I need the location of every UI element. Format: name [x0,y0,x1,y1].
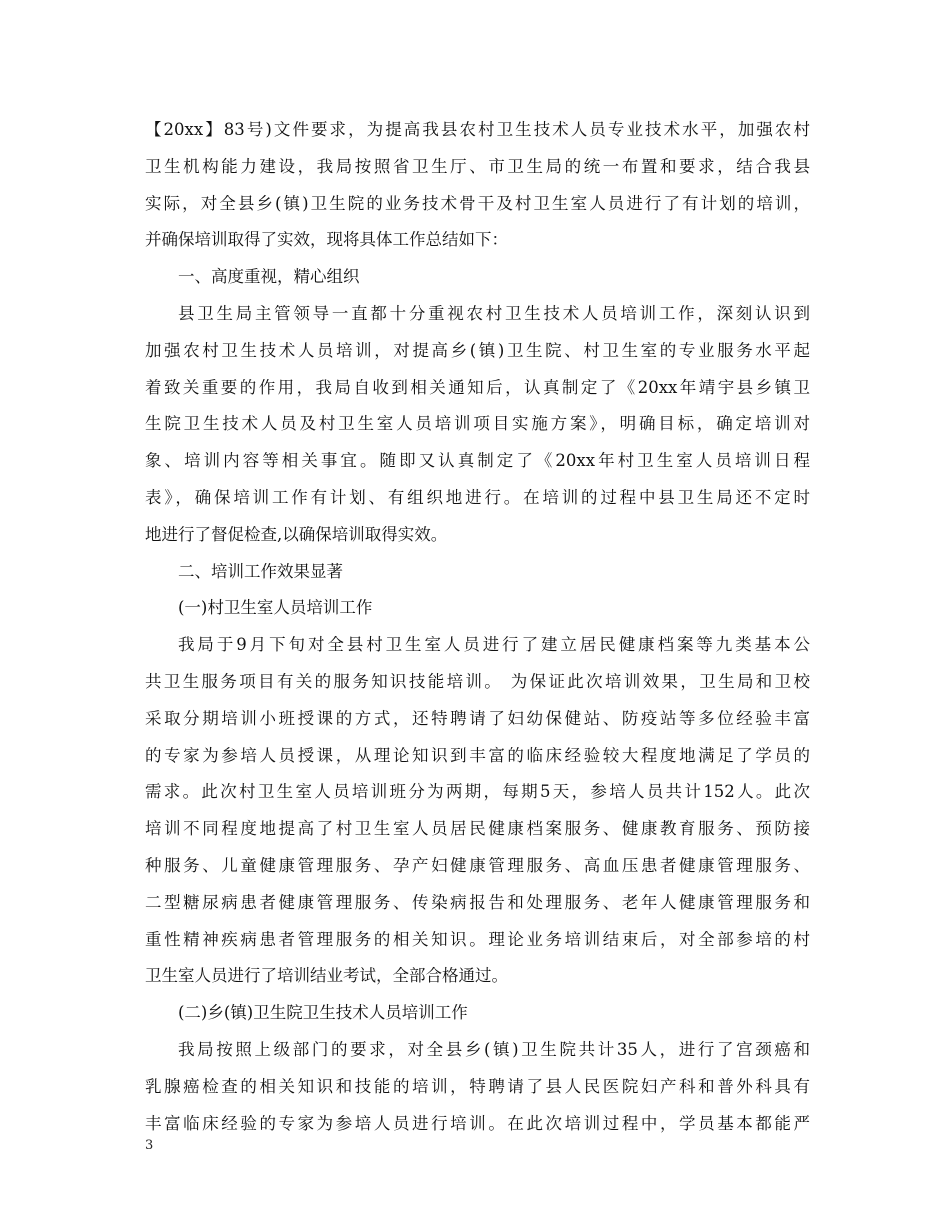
section-heading: 一、高度重视，精心组织 [178,267,360,287]
text-line: 重性精神疾病患者管理服务的相关知识。理论业务培训结束后，对全部参培的村 [145,929,810,949]
text-line: 种服务、儿童健康管理服务、孕产妇健康管理服务、高血压患者健康管理服务、 [145,855,810,875]
text-line: 并确保培训取得了实效，现将具体工作总结如下： [145,230,508,250]
text-line: 县卫生局主管领导一直都十分重视农村卫生技术人员培训工作，深刻认识到 [178,303,810,323]
section-heading: 二、培训工作效果显著 [178,561,343,581]
text-line: 实际，对全县乡(镇)卫生院的业务技术骨干及村卫生室人员进行了有计划的培训， [145,193,810,213]
text-line: 丰富临床经验的专家为参培人员进行培训。在此次培训过程中，学员基本都能严 [145,1113,810,1133]
text-line: 生院卫生技术人员及村卫生室人员培训项目实施方案》，明确目标，确定培训对 [145,414,810,434]
text-line: 象、培训内容等相关事宜。随即又认真制定了《20xx年村卫生室人员培训日程 [145,451,810,471]
text-line: 地进行了督促检查,以确保培训取得实效。 [145,524,448,544]
subsection-heading: (二)乡(镇)卫生院卫生技术人员培训工作 [178,1003,468,1023]
document-body [145,112,810,1142]
text-line: 【20xx】83号)文件要求，为提高我县农村卫生技术人员专业技术水平，加强农村 [145,120,810,139]
text-line: 需求。此次村卫生室人员培训班分为两期，每期5天，参培人员共计152人。此次 [145,782,810,802]
text-line: 我局于9月下旬对全县村卫生室人员进行了建立居民健康档案等九类基本公 [178,635,810,655]
text-line: 乳腺癌检查的相关知识和技能的培训，特聘请了县人民医院妇产科和普外科具有 [145,1076,810,1096]
text-line: 二型糖尿病患者健康管理服务、传染病报告和处理服务、老年人健康管理服务和 [145,892,810,912]
text-line: 着致关重要的作用，我局自收到相关通知后，认真制定了《20xx年靖宇县乡镇卫 [145,377,810,397]
text-line: 共卫生服务项目有关的服务知识技能培训。 为保证此次培训效果，卫生局和卫校 [145,671,810,691]
text-line: 卫生室人员进行了培训结业考试，全部合格通过。 [145,966,508,986]
text-line: 我局按照上级部门的要求，对全县乡(镇)卫生院共计35人，进行了宫颈癌和 [178,1039,810,1059]
text-line: 加强农村卫生技术人员培训，对提高乡(镇)卫生院、村卫生室的专业服务水平起 [145,340,810,360]
text-line: 培训不同程度地提高了村卫生室人员居民健康档案服务、健康教育服务、预防接 [145,819,810,839]
subsection-heading: (一)村卫生室人员培训工作 [178,598,373,618]
text-line: 表》，确保培训工作有计划、有组织地进行。在培训的过程中县卫生局还不定时 [145,487,810,507]
text-line: 采取分期培训小班授课的方式，还特聘请了妇幼保健站、防疫站等多位经验丰富 [145,708,810,728]
text-line: 的专家为参培人员授课，从理论知识到丰富的临床经验较大程度地满足了学员的 [145,745,810,765]
page-number: 3 [145,1138,154,1153]
text-line: 卫生机构能力建设，我局按照省卫生厅、市卫生局的统一布置和要求，结合我县 [145,156,810,176]
